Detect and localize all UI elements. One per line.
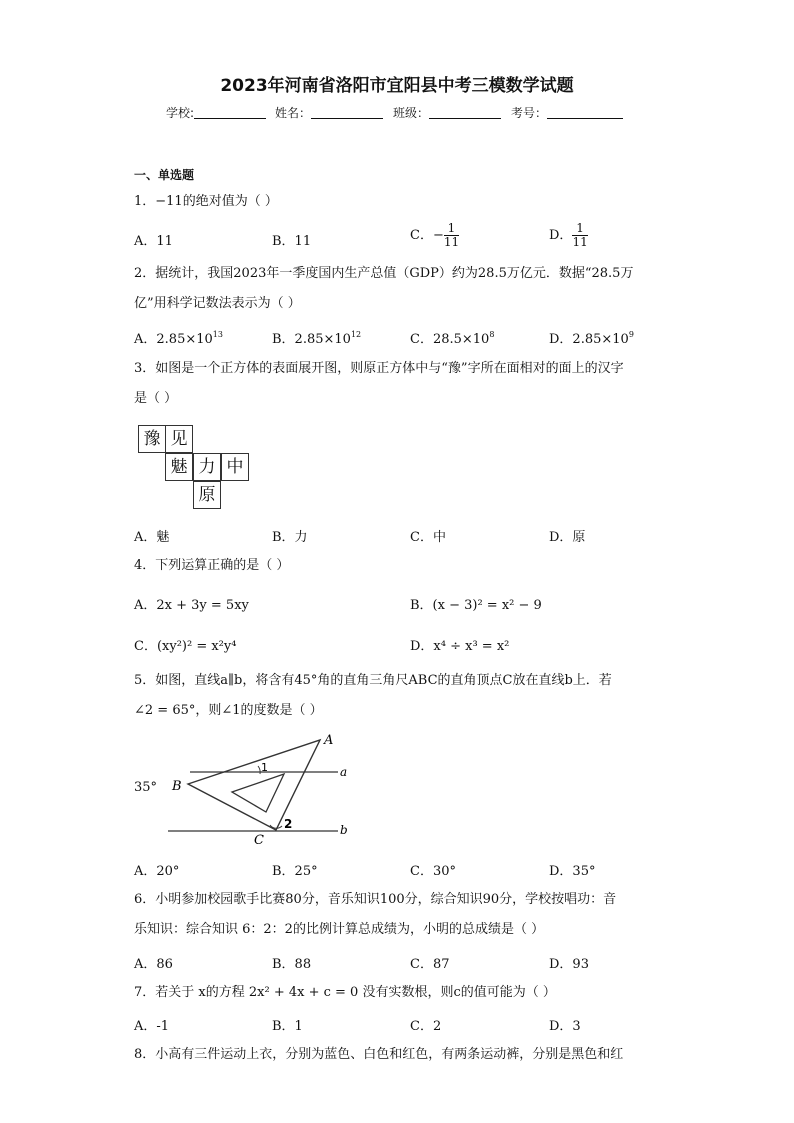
angle-1-label: 1	[261, 761, 268, 774]
q5-option-c: C．30°	[410, 864, 456, 879]
q5-option-b: B．25°	[272, 864, 318, 879]
label-A: A	[324, 733, 334, 748]
label-C: C	[254, 833, 264, 846]
question-6-line-2: 乐知识：综合知识 6：2：2的比例计算总成绩为，小明的总成绩是（ ）	[134, 922, 545, 937]
question-3-line-2: 是（ ）	[134, 391, 178, 406]
q7-option-c: C．2	[410, 1019, 442, 1034]
q5-option-d: D．35°	[549, 864, 596, 879]
q3-option-b: B．力	[272, 530, 308, 545]
q4-option-b: B．(x − 3)² = x² − 9	[410, 598, 542, 613]
q4-option-a: A．2x + 3y = 5xy	[134, 598, 249, 613]
question-3-line-1: 3．如图是一个正方体的表面展开图，则原正方体中与“豫”字所在面相对的面上的汉字	[134, 361, 624, 376]
angle-2-label: 2	[284, 817, 293, 831]
examno-field: 考号：	[511, 104, 625, 121]
question-1: 1．−11的绝对值为（ ）	[134, 194, 278, 209]
q6-option-a: A．86	[134, 957, 173, 972]
q4-option-c: C．(xy²)² = x²y⁴	[134, 639, 237, 654]
net-cell-2: 见	[165, 425, 193, 453]
label-B: B	[172, 779, 182, 794]
name-field: 姓名：	[275, 104, 385, 121]
q7-option-a: A．-1	[134, 1019, 170, 1034]
question-4: 4．下列运算正确的是（ ）	[134, 558, 290, 573]
net-cell-3: 魅	[165, 453, 193, 481]
question-2-line-2: 亿”用科学记数法表示为（ ）	[134, 296, 301, 311]
q7-option-d: D．3	[549, 1019, 581, 1034]
q3-option-d: D．原	[549, 530, 586, 545]
q1-option-c: C．− $\frac{1}{11}$	[410, 221, 460, 249]
q1-option-b: B．11	[272, 234, 312, 249]
section-heading: 一、单选题	[134, 168, 195, 182]
q6-option-b: B．88	[272, 957, 312, 972]
q2-option-c: C．$28.5\times 10^8$	[410, 330, 495, 347]
q7-option-b: B．1	[272, 1019, 303, 1034]
q2-option-d: D．$2.85\times 10^9$	[549, 330, 634, 347]
question-5-line-2: ∠2 = 65°，则∠1的度数是（ ）	[134, 703, 323, 718]
net-cell-5: 中	[221, 453, 249, 481]
question-8: 8．小高有三件运动上衣，分别为蓝色、白色和红色，有两条运动裤，分别是黑色和红	[134, 1047, 624, 1062]
question-7: 7．若关于 x的方程 2x² + 4x + c = 0 没有实数根，则c的值可能为（ ）	[134, 985, 556, 1000]
class-field: 班级：	[393, 104, 503, 121]
q6-option-c: C．87	[410, 957, 450, 972]
q5-option-a: A．20°	[134, 864, 180, 879]
q3-option-a: A．魅	[134, 530, 170, 545]
label-b: b	[340, 823, 348, 837]
page-title: 2023年河南省洛阳市宜阳县中考三模数学试题	[220, 76, 574, 96]
q5-side-note: 35°	[134, 780, 158, 795]
question-2-line-1: 2．据统计，我国2023年一季度国内生产总值（GDP）约为28.5万亿元．数据“28.5万	[134, 266, 634, 281]
q2-option-b: B．$2.85\times 10^{12}$	[272, 330, 362, 347]
question-6-line-1: 6．小明参加校园歌手比赛80分，音乐知识100分，综合知识90分，学校按唱功：音	[134, 892, 617, 907]
q3-option-c: C．中	[410, 530, 446, 545]
school-field: 学校:	[166, 104, 268, 121]
net-cell-4: 力	[193, 453, 221, 481]
q2-option-a: A．$2.85\times 10^{13}$	[134, 330, 223, 347]
q6-option-d: D．93	[549, 957, 589, 972]
triangle-figure	[160, 730, 360, 846]
net-cell-1: 豫	[138, 425, 166, 453]
q1-option-d: D． $\frac{1}{11}$	[549, 221, 588, 249]
q4-option-d: D．x⁴ ÷ x³ = x²	[410, 639, 510, 654]
question-5-line-1: 5．如图，直线a∥b，将含有45°角的直角三角尺ABC的直角顶点C放在直线b上．若	[134, 673, 612, 688]
label-a: a	[340, 765, 348, 779]
triangle-inner	[232, 774, 284, 812]
net-cell-6: 原	[193, 481, 221, 509]
q1-option-a: A．11	[134, 234, 173, 249]
